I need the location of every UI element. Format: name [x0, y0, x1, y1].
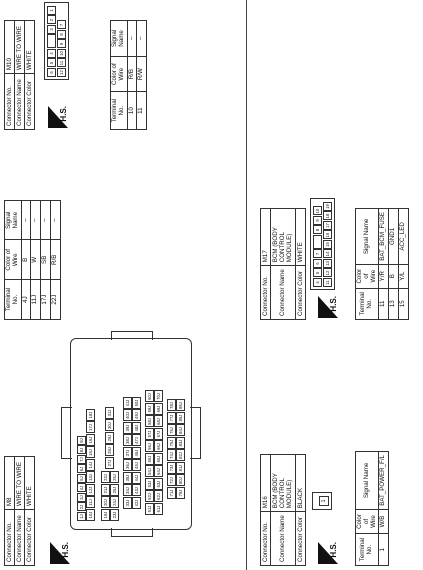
connector-pin: 84J [176, 425, 185, 437]
m16-connector-info [260, 454, 306, 566]
m16-name: BCM (BODY CONTROL MODULE) [271, 455, 295, 512]
connector-pin: 83J [176, 437, 185, 449]
m16-color-label: Connector Color [295, 512, 305, 566]
m10-connector-face [44, 3, 69, 81]
connector-pin: 12 [57, 68, 66, 77]
connector-pin: 9 [57, 40, 66, 49]
m16-hs-icon: H.S. [318, 542, 338, 564]
connector-pin: 61J [154, 503, 163, 515]
connector-pin: 72J [167, 475, 176, 487]
connector-pin: 42J [132, 497, 141, 509]
connector-pin: 13J [86, 472, 95, 484]
m16-th-terminal: Terminal No. [356, 534, 379, 566]
connector-pin: 74J [167, 450, 176, 462]
connector-pin: 85J [176, 412, 185, 424]
m10-color: WHITE [25, 21, 35, 74]
connector-pin: 48J [132, 422, 141, 434]
connector-pin: 12 [323, 269, 332, 278]
connector-pin: 6 [47, 68, 56, 77]
connector-pin: 39J [123, 422, 132, 434]
connector-pin: 65J [154, 453, 163, 465]
connector-pin: 23J [110, 509, 119, 521]
connector-pin: 68J [154, 416, 163, 428]
connector-pin: 27J [105, 457, 114, 469]
table-row: 22J R/B – [51, 201, 61, 320]
connector-pin: 58J [145, 416, 154, 428]
connector-pin: 18J [86, 409, 95, 421]
connector-pin: 11 [323, 278, 332, 287]
connector-pin: 54J [145, 466, 154, 478]
connector-pin: 1 [47, 6, 56, 15]
connector-pin: 19 [323, 202, 332, 211]
m8-pin-row-5b [176, 399, 185, 499]
m8-pin-row-1 [77, 436, 86, 522]
connector-pin: 20J [101, 497, 110, 509]
m8-pin-row-5 [167, 399, 176, 499]
table-row: 11 Y/R BAT_BCM_FUSE [379, 209, 389, 320]
connector-pin: 62J [154, 491, 163, 503]
m8-pin-row-4 [145, 390, 154, 515]
connector-pin: 51J [145, 503, 154, 515]
connector-pin: 15J [86, 447, 95, 459]
m8-no: M8 [5, 457, 15, 510]
m17-no: M17 [261, 209, 271, 266]
m16-no: M16 [261, 455, 271, 512]
m10-connector-info [4, 20, 35, 130]
connector-pin: 10 [57, 49, 66, 58]
table-row: 1 W/B BAT_POWER_F/L [379, 452, 389, 566]
m17-no-label: Connector No. [261, 266, 271, 320]
m8-th-color: Color of Wire [5, 240, 22, 280]
connector-pin: 4 [313, 278, 322, 287]
m17-connector-info [260, 208, 306, 320]
connector-pin: 37J [123, 447, 132, 459]
connector-pin: 3J [77, 493, 86, 502]
m17-th-color: Color of Wire [356, 264, 379, 288]
m16-pin: 1 [319, 496, 329, 506]
connector-pin: 86J [176, 400, 185, 412]
connector-pin [313, 235, 322, 249]
connector-pin: 78J [167, 400, 176, 412]
m8-pin-row-4b [154, 390, 163, 515]
m10-name-label: Connector Name [15, 74, 25, 130]
connector-pin: 5J [77, 474, 86, 483]
connector-pin: 15 [323, 240, 332, 249]
connector-pin: 44J [132, 472, 141, 484]
m8-color: WHITE [25, 457, 35, 510]
m8-color-label: Connector Color [25, 510, 35, 566]
connector-pin: 5 [313, 269, 322, 278]
connector-pin: 76J [167, 425, 176, 437]
m8-pin-row-2 [101, 471, 110, 521]
m10-name: WIRE TO WIRE [15, 21, 25, 74]
connector-pin: 56J [145, 441, 154, 453]
connector-pin: 33J [123, 497, 132, 509]
m10-no: M10 [5, 21, 15, 74]
connector-pin: 6 [313, 259, 322, 268]
connector-pin: 2 [47, 16, 56, 25]
connector-pin: 57J [145, 428, 154, 440]
m8-connector-face [70, 338, 192, 530]
m8-name-label: Connector Name [15, 510, 25, 566]
connector-pin: 4J [77, 484, 86, 493]
table-row: 15 Y/L ACC_LED [399, 209, 409, 320]
connector-pin: 8 [313, 226, 322, 235]
connector-pin: 22J [101, 472, 110, 484]
connector-pin: 11 [57, 59, 66, 68]
m16-name-label: Connector Name [271, 512, 295, 566]
connector-pin: 75J [167, 437, 176, 449]
connector-pin: 10 [313, 207, 322, 216]
m8-no-label: Connector No. [5, 510, 15, 566]
connector-pin: 63J [154, 478, 163, 490]
connector-pin: 28J [105, 445, 114, 457]
connector-pin: 17J [86, 422, 95, 434]
connector-pin: 7 [57, 21, 66, 30]
connector-pin: 73J [167, 462, 176, 474]
m8-pin-row-3b [132, 397, 141, 510]
m10-signal-table [110, 20, 147, 130]
connector-pin: 52J [145, 491, 154, 503]
connector-pin: 70J [154, 391, 163, 403]
m17-name: BCM (BODY CONTROL MODULE) [271, 209, 295, 266]
connector-pin: 50J [132, 397, 141, 409]
m8-pin-row-2c [105, 407, 114, 470]
m17-th-terminal: Terminal No. [356, 288, 379, 319]
connector-pin: 53J [145, 478, 154, 490]
m8-pin-row-2b [110, 471, 119, 521]
connector-pin: 14J [86, 459, 95, 471]
connector-pin: 41J [123, 397, 132, 409]
connector-pin: 66J [154, 441, 163, 453]
connector-pin: 26J [110, 472, 119, 484]
connector-pin: 7J [77, 455, 86, 464]
m10-no-label: Connector No. [5, 74, 15, 130]
connector-pin: 60J [145, 391, 154, 403]
m8-connector-info [4, 456, 35, 566]
connector-pin: 13 [323, 259, 332, 268]
table-row: 13 B GND1 [389, 209, 399, 320]
m17-color-label: Connector Color [295, 266, 305, 320]
connector-pin: 80J [176, 475, 185, 487]
m8-hs-icon: H.S. [50, 542, 70, 564]
table-row: 17J SB – [41, 201, 51, 320]
connector-pin: 29J [105, 432, 114, 444]
m16-connector-face [312, 492, 332, 510]
m8-th-terminal: Terminal No. [5, 280, 22, 320]
connector-pin: 16J [86, 434, 95, 446]
m17-th-signal: Signal Name [356, 209, 379, 265]
connector-pin: 59J [145, 403, 154, 415]
connector-pin: 45J [132, 460, 141, 472]
connector-pin: 82J [176, 450, 185, 462]
connector-pin: 36J [123, 460, 132, 472]
connector-pin: 77J [167, 412, 176, 424]
connector-pin: 46J [132, 447, 141, 459]
m10-th-terminal: Terminal No. [111, 92, 128, 130]
m16-color: BLACK [295, 455, 305, 512]
connector-pin: 34J [123, 485, 132, 497]
connector-pin: 9J [77, 436, 86, 445]
connector-pin: 25J [110, 484, 119, 496]
connector-pin: 81J [176, 462, 185, 474]
connector-pin: 11J [86, 497, 95, 509]
m16-no-label: Connector No. [261, 512, 271, 566]
table-row: 11J W – [31, 201, 41, 320]
connector-pin: 2J [77, 503, 86, 512]
connector-pin: 30J [105, 420, 114, 432]
m17-color: WHITE [295, 209, 305, 266]
connector-pin: 69J [154, 403, 163, 415]
connector-pin: 9 [313, 216, 322, 225]
connector-pin: 10J [86, 509, 95, 521]
connector-pin: 21J [101, 484, 110, 496]
m8-pin-row-1b [86, 409, 95, 522]
m8-th-signal: Signal Name [5, 201, 22, 240]
connector-pin: 18 [323, 212, 332, 221]
table-row: 10 R/B – [127, 21, 137, 130]
m17-name-label: Connector Name [271, 266, 295, 320]
connector-pin: 43J [132, 485, 141, 497]
connector-pin: 40J [123, 410, 132, 422]
connector-pin: 24J [110, 497, 119, 509]
connector-pin: 17 [323, 221, 332, 230]
connector-pin: 67J [154, 428, 163, 440]
connector-pin: 31J [105, 407, 114, 419]
horizontal-divider [246, 0, 247, 570]
m17-connector-face [310, 199, 335, 291]
connector-pin: 16 [323, 231, 332, 240]
connector-pin: 64J [154, 466, 163, 478]
connector-pin: 5 [47, 59, 56, 68]
m10-th-signal: Signal Name [111, 21, 128, 57]
connector-pin: 38J [123, 435, 132, 447]
m8-name: WIRE TO WIRE [15, 457, 25, 510]
m8-pin-row-3 [123, 397, 132, 510]
m17-hs-icon: H.S. [318, 296, 338, 318]
connector-pin: 71J [167, 487, 176, 499]
connector-pin: 55J [145, 453, 154, 465]
connector-pin: 1J [77, 512, 86, 521]
m8-signal-table [4, 200, 61, 320]
m16-signal-table [355, 451, 389, 566]
m10-hs-icon: H.S. [48, 106, 68, 128]
connector-pin: 7 [313, 250, 322, 259]
connector-pin: 49J [132, 410, 141, 422]
connector-pin: 4 [47, 49, 56, 58]
m10-color-label: Connector Color [25, 74, 35, 130]
m10-th-color: Color of Wire [111, 56, 128, 91]
table-row: 4J B – [21, 201, 31, 320]
connector-pin: 47J [132, 435, 141, 447]
connector-pin: 35J [123, 472, 132, 484]
connector-pin: 79J [176, 487, 185, 499]
connector-pin [47, 35, 56, 49]
connector-pin: 12J [86, 484, 95, 496]
connector-pin: 8J [77, 446, 86, 455]
connector-pin: 19J [101, 509, 110, 521]
connector-pin: 6J [77, 465, 86, 474]
connector-pin: 3 [47, 25, 56, 34]
connector-pin: 8 [57, 30, 66, 39]
connector-pin: 14 [323, 250, 332, 259]
table-row: 11 R/W – [137, 21, 147, 130]
m17-signal-table [355, 208, 409, 320]
m16-th-signal: Signal Name [356, 452, 379, 510]
m16-th-color: Color of Wire [356, 509, 379, 533]
